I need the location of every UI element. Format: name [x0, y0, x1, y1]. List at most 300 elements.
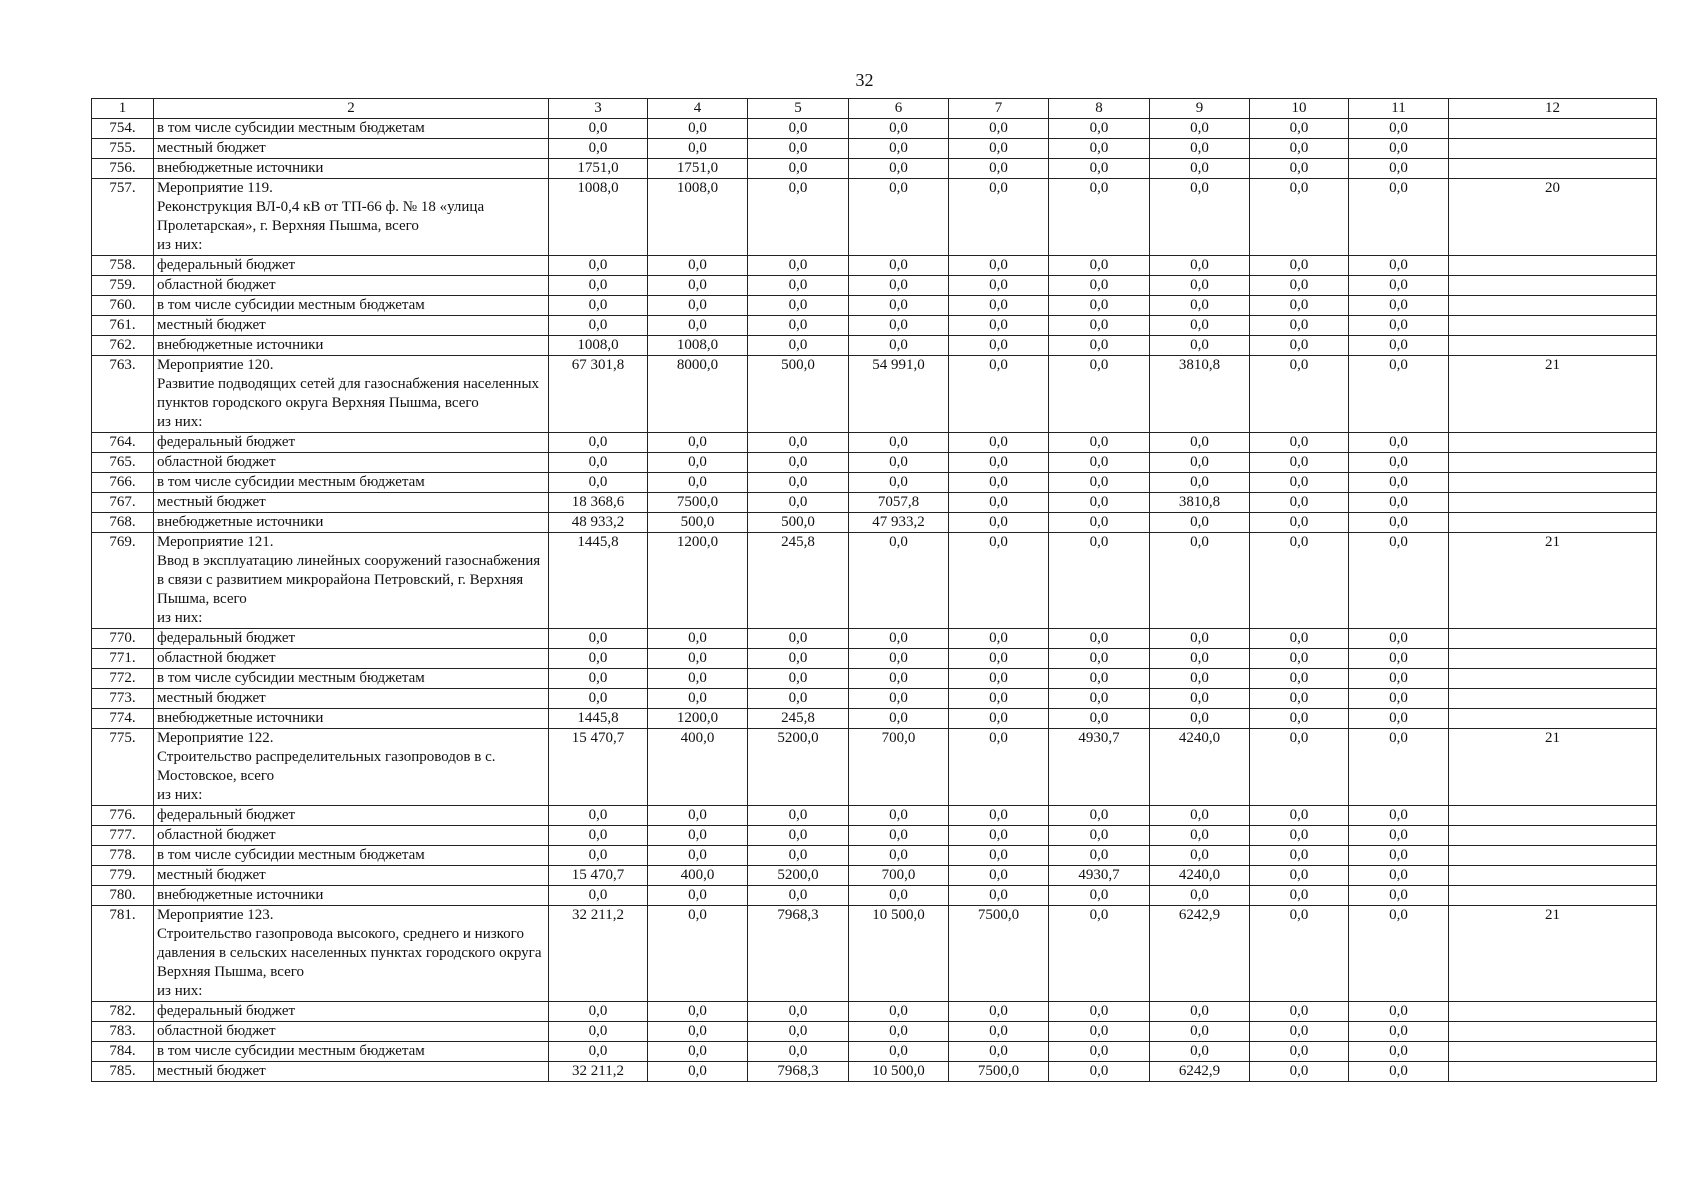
value-cell: 0,0	[949, 649, 1049, 669]
value-cell: 0,0	[849, 473, 949, 493]
value-cell: 0,0	[748, 473, 849, 493]
item-name-cell: областной бюджет	[154, 649, 549, 669]
value-cell: 0,0	[949, 119, 1049, 139]
value-cell: 0,0	[849, 1002, 949, 1022]
value-cell: 0,0	[549, 276, 648, 296]
table-row	[92, 139, 1657, 159]
value-cell: 0,0	[648, 906, 748, 1002]
value-cell: 0,0	[849, 629, 949, 649]
value-cell: 7500,0	[949, 906, 1049, 1002]
item-name-cell: в том числе субсидии местным бюджетам	[154, 473, 549, 493]
value-cell: 7057,8	[849, 493, 949, 513]
value-cell: 0,0	[1349, 453, 1449, 473]
value-cell: 0,0	[648, 689, 748, 709]
item-name-cell: в том числе субсидии местным бюджетам	[154, 669, 549, 689]
value-cell: 500,0	[748, 356, 849, 433]
value-cell: 0,0	[1349, 316, 1449, 336]
target-ref-cell: 21	[1449, 906, 1657, 1002]
value-cell: 0,0	[1049, 473, 1150, 493]
value-cell: 0,0	[849, 119, 949, 139]
value-cell: 0,0	[648, 139, 748, 159]
value-cell: 0,0	[1349, 1022, 1449, 1042]
row-number-cell: 783.	[92, 1022, 154, 1042]
column-number-cell: 9	[1150, 99, 1250, 119]
value-cell: 0,0	[648, 276, 748, 296]
row-number-cell: 770.	[92, 629, 154, 649]
value-cell: 0,0	[748, 179, 849, 256]
value-cell: 0,0	[849, 533, 949, 629]
value-cell: 4930,7	[1049, 866, 1150, 886]
value-cell: 0,0	[549, 846, 648, 866]
value-cell: 0,0	[1349, 1002, 1449, 1022]
row-number-cell: 779.	[92, 866, 154, 886]
target-ref-cell	[1449, 276, 1657, 296]
item-name-cell: областной бюджет	[154, 826, 549, 846]
value-cell: 0,0	[748, 1022, 849, 1042]
table-row	[92, 533, 1657, 629]
value-cell: 0,0	[1349, 256, 1449, 276]
value-cell: 4240,0	[1150, 866, 1250, 886]
row-number-cell: 768.	[92, 513, 154, 533]
value-cell: 0,0	[849, 336, 949, 356]
value-cell: 0,0	[1150, 179, 1250, 256]
value-cell: 0,0	[1049, 649, 1150, 669]
value-cell: 0,0	[849, 453, 949, 473]
table-row	[92, 846, 1657, 866]
value-cell: 0,0	[1150, 433, 1250, 453]
table-row	[92, 336, 1657, 356]
row-number-cell: 772.	[92, 669, 154, 689]
value-cell: 245,8	[748, 709, 849, 729]
value-cell: 0,0	[1150, 709, 1250, 729]
value-cell: 0,0	[648, 316, 748, 336]
value-cell: 0,0	[748, 649, 849, 669]
column-number-cell: 5	[748, 99, 849, 119]
table-row	[92, 826, 1657, 846]
item-name-cell: в том числе субсидии местным бюджетам	[154, 296, 549, 316]
value-cell: 0,0	[549, 649, 648, 669]
row-number-cell: 785.	[92, 1062, 154, 1082]
value-cell: 1008,0	[648, 336, 748, 356]
value-cell: 0,0	[1150, 276, 1250, 296]
column-number-cell: 4	[648, 99, 748, 119]
item-name-cell: областной бюджет	[154, 276, 549, 296]
value-cell: 0,0	[1049, 336, 1150, 356]
table-row	[92, 276, 1657, 296]
value-cell: 0,0	[1349, 669, 1449, 689]
value-cell: 0,0	[648, 256, 748, 276]
item-name-cell: областной бюджет	[154, 1022, 549, 1042]
value-cell: 48 933,2	[549, 513, 648, 533]
table-row	[92, 1062, 1657, 1082]
table-row	[92, 296, 1657, 316]
item-name-cell: местный бюджет	[154, 493, 549, 513]
value-cell: 1200,0	[648, 709, 748, 729]
target-ref-cell: 20	[1449, 179, 1657, 256]
value-cell: 1445,8	[549, 533, 648, 629]
value-cell: 0,0	[1250, 709, 1349, 729]
value-cell: 0,0	[1250, 866, 1349, 886]
value-cell: 0,0	[1150, 846, 1250, 866]
table-row	[92, 316, 1657, 336]
value-cell: 0,0	[949, 336, 1049, 356]
value-cell: 400,0	[648, 866, 748, 886]
item-name-cell: внебюджетные источники	[154, 159, 549, 179]
value-cell: 0,0	[648, 433, 748, 453]
value-cell: 0,0	[1349, 846, 1449, 866]
value-cell: 0,0	[549, 1042, 648, 1062]
value-cell: 6242,9	[1150, 906, 1250, 1002]
value-cell: 0,0	[1349, 629, 1449, 649]
target-ref-cell	[1449, 689, 1657, 709]
value-cell: 0,0	[1049, 296, 1150, 316]
value-cell: 0,0	[1250, 256, 1349, 276]
value-cell: 0,0	[1250, 689, 1349, 709]
value-cell: 10 500,0	[849, 906, 949, 1002]
value-cell: 0,0	[1349, 356, 1449, 433]
value-cell: 4240,0	[1150, 729, 1250, 806]
value-cell: 0,0	[1250, 906, 1349, 1002]
item-name-cell: Мероприятие 121. Ввод в эксплуатацию линейных сооружений газоснабжения в связи с развитием микрорайона Петровский, г. Верхняя Пышма, всего из них:	[154, 533, 549, 629]
row-number-cell: 756.	[92, 159, 154, 179]
item-name-cell: местный бюджет	[154, 689, 549, 709]
value-cell: 0,0	[1049, 356, 1150, 433]
value-cell: 0,0	[648, 846, 748, 866]
value-cell: 0,0	[1250, 886, 1349, 906]
table-row	[92, 1022, 1657, 1042]
target-ref-cell	[1449, 1062, 1657, 1082]
table-row	[92, 729, 1657, 806]
row-number-cell: 769.	[92, 533, 154, 629]
value-cell: 0,0	[949, 513, 1049, 533]
target-ref-cell	[1449, 1042, 1657, 1062]
item-name-cell: Мероприятие 119. Реконструкция ВЛ-0,4 кВ от ТП-66 ф. № 18 «улица Пролетарская», г. Верхняя Пышма, всего из них:	[154, 179, 549, 256]
value-cell: 0,0	[1349, 806, 1449, 826]
item-name-cell: местный бюджет	[154, 139, 549, 159]
value-cell: 700,0	[849, 866, 949, 886]
target-ref-cell	[1449, 846, 1657, 866]
value-cell: 0,0	[949, 886, 1049, 906]
value-cell: 47 933,2	[849, 513, 949, 533]
budget-table	[91, 98, 1657, 1082]
value-cell: 0,0	[648, 453, 748, 473]
value-cell: 0,0	[1049, 139, 1150, 159]
value-cell: 18 368,6	[549, 493, 648, 513]
value-cell: 0,0	[949, 179, 1049, 256]
value-cell: 0,0	[648, 296, 748, 316]
value-cell: 0,0	[1250, 356, 1349, 433]
page-number: 32	[855, 70, 874, 90]
value-cell: 0,0	[1150, 119, 1250, 139]
value-cell: 0,0	[1049, 689, 1150, 709]
item-name-cell: федеральный бюджет	[154, 1002, 549, 1022]
value-cell: 0,0	[849, 256, 949, 276]
row-number-cell: 758.	[92, 256, 154, 276]
table-row	[92, 433, 1657, 453]
value-cell: 0,0	[549, 629, 648, 649]
value-cell: 0,0	[549, 296, 648, 316]
value-cell: 0,0	[1349, 689, 1449, 709]
table-row	[92, 256, 1657, 276]
row-number-cell: 766.	[92, 473, 154, 493]
column-number-cell: 10	[1250, 99, 1349, 119]
table-row	[92, 453, 1657, 473]
value-cell: 1008,0	[549, 336, 648, 356]
value-cell: 0,0	[1349, 433, 1449, 453]
target-ref-cell	[1449, 1002, 1657, 1022]
value-cell: 0,0	[1349, 533, 1449, 629]
value-cell: 0,0	[949, 276, 1049, 296]
table-row	[92, 669, 1657, 689]
value-cell: 0,0	[549, 689, 648, 709]
item-name-cell: в том числе субсидии местным бюджетам	[154, 119, 549, 139]
value-cell: 0,0	[648, 1022, 748, 1042]
value-cell: 0,0	[1049, 276, 1150, 296]
target-ref-cell	[1449, 316, 1657, 336]
value-cell: 0,0	[1049, 179, 1150, 256]
value-cell: 0,0	[748, 669, 849, 689]
value-cell: 700,0	[849, 729, 949, 806]
value-cell: 0,0	[1049, 256, 1150, 276]
value-cell: 3810,8	[1150, 356, 1250, 433]
column-number-cell: 6	[849, 99, 949, 119]
table-row	[92, 1042, 1657, 1062]
value-cell: 0,0	[849, 139, 949, 159]
value-cell: 0,0	[549, 806, 648, 826]
value-cell: 0,0	[949, 1022, 1049, 1042]
value-cell: 0,0	[1250, 433, 1349, 453]
item-name-cell: местный бюджет	[154, 316, 549, 336]
value-cell: 0,0	[1250, 1002, 1349, 1022]
value-cell: 0,0	[849, 159, 949, 179]
target-ref-cell	[1449, 119, 1657, 139]
target-ref-cell	[1449, 336, 1657, 356]
value-cell: 0,0	[1049, 159, 1150, 179]
item-name-cell: Мероприятие 123. Строительство газопровода высокого, среднего и низкого давления в сельских населенных пунктах городского округа Верхняя Пышма, всего из них:	[154, 906, 549, 1002]
value-cell: 0,0	[1349, 906, 1449, 1002]
row-number-cell: 755.	[92, 139, 154, 159]
target-ref-cell	[1449, 826, 1657, 846]
value-cell: 0,0	[949, 473, 1049, 493]
value-cell: 0,0	[949, 689, 1049, 709]
value-cell: 0,0	[1349, 179, 1449, 256]
value-cell: 0,0	[549, 669, 648, 689]
value-cell: 0,0	[1349, 1042, 1449, 1062]
value-cell: 0,0	[1250, 826, 1349, 846]
value-cell: 0,0	[648, 669, 748, 689]
value-cell: 0,0	[549, 473, 648, 493]
table-row	[92, 886, 1657, 906]
value-cell: 32 211,2	[549, 906, 648, 1002]
value-cell: 1200,0	[648, 533, 748, 629]
row-number-cell: 765.	[92, 453, 154, 473]
value-cell: 0,0	[748, 806, 849, 826]
value-cell: 0,0	[949, 1042, 1049, 1062]
value-cell: 0,0	[1150, 1042, 1250, 1062]
value-cell: 1751,0	[549, 159, 648, 179]
value-cell: 0,0	[949, 433, 1049, 453]
value-cell: 0,0	[1349, 159, 1449, 179]
value-cell: 0,0	[1049, 1002, 1150, 1022]
value-cell: 0,0	[549, 1022, 648, 1042]
target-ref-cell	[1449, 886, 1657, 906]
value-cell: 0,0	[748, 336, 849, 356]
value-cell: 0,0	[1150, 513, 1250, 533]
target-ref-cell: 21	[1449, 729, 1657, 806]
value-cell: 0,0	[748, 886, 849, 906]
value-cell: 0,0	[1150, 669, 1250, 689]
row-number-cell: 763.	[92, 356, 154, 433]
value-cell: 0,0	[1049, 453, 1150, 473]
row-number-cell: 764.	[92, 433, 154, 453]
table-row	[92, 513, 1657, 533]
value-cell: 0,0	[949, 826, 1049, 846]
value-cell: 0,0	[1150, 689, 1250, 709]
value-cell: 0,0	[549, 256, 648, 276]
value-cell: 0,0	[1250, 669, 1349, 689]
table-row	[92, 629, 1657, 649]
value-cell: 10 500,0	[849, 1062, 949, 1082]
value-cell: 0,0	[1250, 629, 1349, 649]
value-cell: 0,0	[849, 276, 949, 296]
value-cell: 0,0	[949, 139, 1049, 159]
value-cell: 0,0	[1150, 826, 1250, 846]
table-row	[92, 689, 1657, 709]
value-cell: 0,0	[748, 256, 849, 276]
value-cell: 0,0	[748, 493, 849, 513]
row-number-cell: 784.	[92, 1042, 154, 1062]
value-cell: 0,0	[1049, 846, 1150, 866]
value-cell: 0,0	[748, 433, 849, 453]
value-cell: 0,0	[748, 689, 849, 709]
value-cell: 0,0	[1349, 866, 1449, 886]
row-number-cell: 761.	[92, 316, 154, 336]
value-cell: 0,0	[748, 119, 849, 139]
row-number-cell: 762.	[92, 336, 154, 356]
value-cell: 0,0	[1250, 179, 1349, 256]
value-cell: 0,0	[849, 826, 949, 846]
value-cell: 0,0	[849, 179, 949, 256]
row-number-cell: 781.	[92, 906, 154, 1002]
value-cell: 0,0	[1349, 709, 1449, 729]
item-name-cell: внебюджетные источники	[154, 336, 549, 356]
value-cell: 0,0	[1250, 159, 1349, 179]
item-name-cell: Мероприятие 122. Строительство распределительных газопроводов в с. Мостовское, всего из них:	[154, 729, 549, 806]
value-cell: 0,0	[1250, 473, 1349, 493]
row-number-cell: 771.	[92, 649, 154, 669]
value-cell: 0,0	[549, 433, 648, 453]
value-cell: 0,0	[1049, 709, 1150, 729]
value-cell: 0,0	[949, 1002, 1049, 1022]
table-row	[92, 159, 1657, 179]
value-cell: 0,0	[1250, 316, 1349, 336]
row-number-cell: 778.	[92, 846, 154, 866]
value-cell: 0,0	[949, 729, 1049, 806]
value-cell: 0,0	[1250, 1022, 1349, 1042]
value-cell: 0,0	[1049, 119, 1150, 139]
item-name-cell: в том числе субсидии местным бюджетам	[154, 1042, 549, 1062]
column-number-cell: 2	[154, 99, 549, 119]
value-cell: 0,0	[748, 316, 849, 336]
value-cell: 0,0	[1049, 826, 1150, 846]
value-cell: 0,0	[748, 846, 849, 866]
value-cell: 0,0	[1150, 159, 1250, 179]
target-ref-cell	[1449, 629, 1657, 649]
column-number-cell: 12	[1449, 99, 1657, 119]
value-cell: 0,0	[648, 806, 748, 826]
item-name-cell: Мероприятие 120. Развитие подводящих сетей для газоснабжения населенных пунктов городского округа Верхняя Пышма, всего из них:	[154, 356, 549, 433]
value-cell: 0,0	[1049, 669, 1150, 689]
value-cell: 0,0	[1250, 336, 1349, 356]
value-cell: 0,0	[1150, 453, 1250, 473]
row-number-cell: 780.	[92, 886, 154, 906]
value-cell: 0,0	[1150, 1002, 1250, 1022]
item-name-cell: областной бюджет	[154, 453, 549, 473]
value-cell: 0,0	[1250, 139, 1349, 159]
value-cell: 0,0	[1049, 1022, 1150, 1042]
target-ref-cell	[1449, 493, 1657, 513]
table-row	[92, 866, 1657, 886]
value-cell: 7500,0	[949, 1062, 1049, 1082]
value-cell: 0,0	[1049, 629, 1150, 649]
value-cell: 0,0	[1150, 886, 1250, 906]
value-cell: 7968,3	[748, 1062, 849, 1082]
value-cell: 0,0	[1250, 513, 1349, 533]
row-number-cell: 777.	[92, 826, 154, 846]
value-cell: 0,0	[748, 453, 849, 473]
row-number-cell: 774.	[92, 709, 154, 729]
value-cell: 0,0	[1250, 806, 1349, 826]
value-cell: 0,0	[949, 356, 1049, 433]
value-cell: 0,0	[949, 846, 1049, 866]
target-ref-cell	[1449, 649, 1657, 669]
value-cell: 0,0	[849, 846, 949, 866]
value-cell: 0,0	[949, 159, 1049, 179]
value-cell: 0,0	[748, 159, 849, 179]
value-cell: 0,0	[648, 119, 748, 139]
table-row	[92, 806, 1657, 826]
row-number-cell: 767.	[92, 493, 154, 513]
target-ref-cell	[1449, 296, 1657, 316]
value-cell: 245,8	[748, 533, 849, 629]
value-cell: 400,0	[648, 729, 748, 806]
value-cell: 0,0	[1150, 533, 1250, 629]
value-cell: 0,0	[1049, 316, 1150, 336]
target-ref-cell	[1449, 139, 1657, 159]
value-cell: 0,0	[1049, 533, 1150, 629]
row-number-cell: 757.	[92, 179, 154, 256]
item-name-cell: местный бюджет	[154, 866, 549, 886]
table-row	[92, 473, 1657, 493]
value-cell: 0,0	[1250, 533, 1349, 629]
value-cell: 5200,0	[748, 729, 849, 806]
value-cell: 0,0	[748, 276, 849, 296]
value-cell: 0,0	[1049, 806, 1150, 826]
target-ref-cell: 21	[1449, 533, 1657, 629]
value-cell: 0,0	[1349, 336, 1449, 356]
column-number-cell: 11	[1349, 99, 1449, 119]
value-cell: 15 470,7	[549, 729, 648, 806]
value-cell: 0,0	[1349, 139, 1449, 159]
item-name-cell: местный бюджет	[154, 1062, 549, 1082]
value-cell: 6242,9	[1150, 1062, 1250, 1082]
value-cell: 0,0	[1250, 846, 1349, 866]
value-cell: 0,0	[748, 1042, 849, 1062]
value-cell: 0,0	[549, 886, 648, 906]
value-cell: 0,0	[1150, 296, 1250, 316]
value-cell: 0,0	[1049, 886, 1150, 906]
value-cell: 15 470,7	[549, 866, 648, 886]
